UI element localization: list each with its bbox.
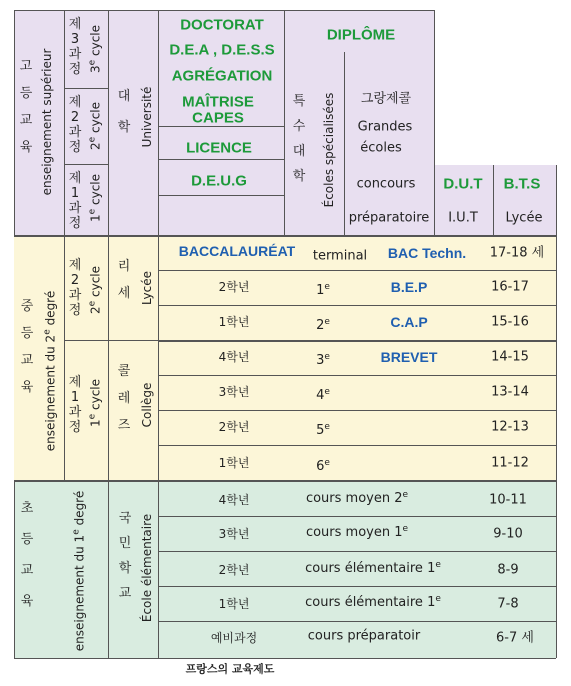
caption: 프랑스의 교육제도	[185, 662, 275, 676]
cycle2-korean: 제 2 과 정	[68, 95, 82, 155]
lycee-french: Lycée	[140, 270, 154, 306]
grid-line	[108, 480, 109, 658]
premier-row-age: 6-7 세	[496, 630, 534, 646]
grid-line	[158, 270, 556, 271]
college-french: Collège	[140, 382, 154, 428]
grid-line	[14, 658, 556, 659]
premier-row-grade: 3학년	[218, 527, 250, 541]
grid-line	[14, 480, 556, 482]
premier-row-class: cours élémentaire 1e	[305, 593, 441, 611]
premier-row-age: 9-10	[493, 526, 523, 542]
degree-agregation: AGRÉGATION	[171, 67, 273, 85]
ecole-french: École élémentaire	[140, 513, 154, 623]
preparatoire-label: préparatoire	[348, 210, 430, 226]
college-korean: 콜 레 즈	[117, 364, 131, 433]
premier-row-grade: 예비과정	[210, 631, 258, 645]
grid-line	[64, 340, 158, 341]
lycee-label: Lycée	[505, 210, 543, 226]
second-row-age: 16-17	[491, 279, 529, 295]
second-row-age: 17-18 세	[489, 245, 545, 261]
second-row-grade: 3학년	[218, 385, 250, 399]
degree-capes: CAPES	[192, 109, 244, 127]
grid-line	[64, 164, 108, 165]
grid-line	[284, 10, 285, 235]
premier-french: enseignement du 1e degré	[71, 490, 87, 652]
second-cycle2-french: 2e cycle	[87, 265, 103, 315]
cycle3-korean: 제 3 과 정	[68, 17, 82, 77]
second-row-age: 12-13	[491, 419, 529, 435]
iut-label: I.U.T	[448, 210, 478, 226]
second-row-grade: 4학년	[218, 350, 250, 364]
grid-line	[108, 235, 109, 480]
second-row-diploma: BAC Techn.	[387, 245, 467, 261]
superieur-french: enseignement supérieur	[40, 48, 54, 196]
grandes-ecoles-korean: 그랑제콜	[360, 91, 412, 107]
second-row-grade: 2학년	[218, 420, 250, 434]
degree-maitrise: MAÎTRISE	[182, 93, 254, 111]
second-row-class: 3e	[316, 351, 330, 369]
second-row-class: 6e	[316, 457, 330, 475]
second-row-grade: 2학년	[218, 280, 250, 294]
grid-line	[158, 480, 159, 658]
cycle1-french: 1e cycle	[87, 173, 103, 223]
grid-line	[158, 375, 556, 376]
grid-line	[158, 551, 556, 552]
premier-row-class: cours moyen 1e	[305, 523, 409, 541]
section-premier-bg	[14, 480, 556, 658]
degree-deug: D.E.U.G	[191, 172, 247, 190]
grid-line	[64, 88, 108, 89]
grid-line	[158, 445, 556, 446]
second-korean: 중 등 교 육	[20, 299, 34, 395]
degree-licence: LICENCE	[186, 139, 252, 157]
lycee-korean: 리 세	[117, 259, 131, 301]
ecoles-korean: 특 수 대 학	[292, 94, 306, 184]
second-row-age: 11-12	[491, 455, 529, 471]
second-row-age: 15-16	[491, 314, 529, 330]
grid-line	[434, 10, 435, 235]
grid-line	[64, 10, 65, 235]
second-row-age: 14-15	[491, 349, 529, 365]
diplome-label: DIPLÔME	[326, 26, 396, 44]
cycle2-french: 2e cycle	[87, 101, 103, 151]
cycle3-french: 3e cycle	[87, 24, 103, 74]
premier-row-class: cours élémentaire 1e	[305, 559, 441, 577]
second-cycle1-korean: 제 1 과 정	[68, 375, 82, 435]
degree-dea-dess: D.E.A , D.E.S.S	[169, 41, 275, 59]
premier-row-grade: 4학년	[218, 493, 250, 507]
grid-line	[344, 52, 345, 235]
second-row-age: 13-14	[491, 384, 529, 400]
grid-line	[493, 165, 494, 235]
grid-line	[556, 165, 557, 235]
grid-line	[64, 235, 65, 480]
universite-french: Université	[140, 86, 154, 148]
universite-korean: 대 학	[117, 89, 131, 135]
second-row-grade: 1학년	[218, 315, 250, 329]
grid-line	[14, 480, 15, 658]
second-row-diploma: BREVET	[380, 349, 438, 365]
grid-line	[158, 159, 284, 160]
degree-doctorat: DOCTORAT	[180, 16, 264, 34]
dut-label: D.U.T	[443, 175, 483, 193]
premier-row-class: cours préparatoir	[307, 628, 421, 644]
grid-line	[158, 305, 556, 306]
grid-line	[158, 586, 556, 587]
second-row-class: terminal	[312, 248, 368, 264]
second-french: enseignement du 2e degré	[42, 290, 58, 452]
grid-line	[108, 10, 109, 235]
premier-row-age: 7-8	[497, 596, 519, 612]
premier-row-grade: 2학년	[218, 563, 250, 577]
bts-label: B.T.S	[503, 175, 541, 193]
ecole-korean: 국 민 학 교	[118, 511, 132, 601]
grid-line	[14, 235, 556, 237]
second-row-grade: 1학년	[218, 456, 250, 470]
concours-label: concours	[356, 176, 416, 192]
superieur-korean: 고 등 교 육	[19, 59, 33, 155]
grid-line	[158, 516, 556, 517]
second-row-diploma: C.A.P	[390, 314, 428, 330]
cycle1-korean: 제 1 과 정	[68, 171, 82, 231]
grandes-ecoles-french-1: Grandes	[357, 119, 413, 135]
grid-line	[158, 410, 556, 411]
premier-row-grade: 1학년	[218, 597, 250, 611]
premier-korean: 초 등 교 육	[20, 501, 34, 609]
grid-line	[158, 10, 159, 235]
grid-line	[158, 340, 556, 342]
grid-line	[158, 621, 556, 622]
grid-line	[158, 195, 284, 196]
grid-line	[14, 10, 15, 235]
premier-row-age: 10-11	[489, 492, 527, 508]
second-row-class: 2e	[316, 316, 330, 334]
ecoles-french: Écoles spécialisées	[322, 92, 336, 208]
premier-row-age: 8-9	[497, 562, 519, 578]
second-row-class: 1e	[316, 281, 330, 299]
grandes-ecoles-french-2: écoles	[360, 140, 402, 156]
second-cycle2-korean: 제 2 과 정	[68, 258, 82, 318]
second-row-class: 5e	[316, 421, 330, 439]
premier-row-class: cours moyen 2e	[305, 489, 409, 507]
grid-line	[556, 235, 557, 480]
grid-line	[556, 480, 557, 658]
second-row-grade: BACCALAURÉAT	[178, 243, 296, 259]
grid-line	[14, 10, 434, 11]
second-row-class: 4e	[316, 386, 330, 404]
second-row-diploma: B.E.P	[390, 279, 428, 295]
second-cycle1-french: 1e cycle	[87, 378, 103, 428]
